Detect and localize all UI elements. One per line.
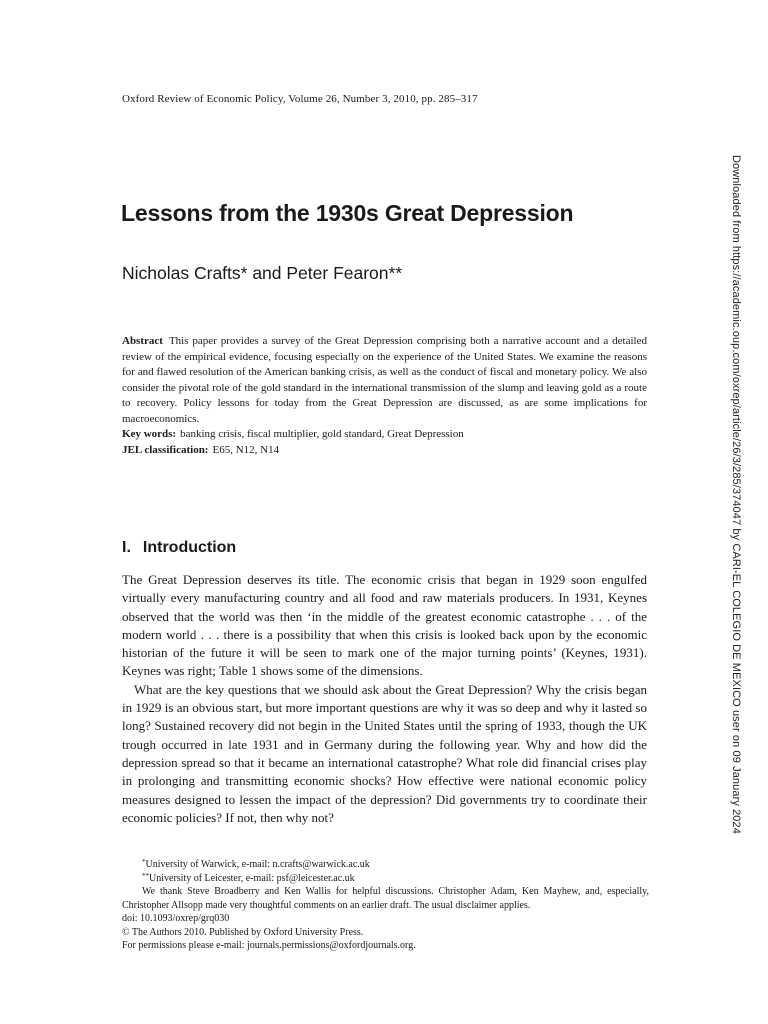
body-paragraph: The Great Depression deserves its title. The economic crisis that began in 1929 soon engulfed virtually every manufacturing country and all food and raw materials producers. In 1931, Keynes observed that the world was then ‘in the middle of the greatest economic catastrophe . . . of the modern world . . . there is a possibility that when this crisis is looked back upon by the economic historian of the future it will be seen to mark one of the major turning points’ (Keynes, 1931). Keynes was right; Table 1 shows some of the dimensions. xyxy=(122,572,647,679)
footnote-acknowledgements: We thank Steve Broadberry and Ken Wallis for helpful discussions. Christopher Adam, Ken Mayhew, and, especially, Christopher Allsopp made very thoughtful comments on an earlier draft. The usual disclaimer applies. xyxy=(122,886,649,911)
footnote-permissions: For permissions please e-mail: journals.permissions@oxfordjournals.org. xyxy=(122,940,416,951)
footnote-affiliation-2 xyxy=(122,872,649,886)
keywords-text: banking crisis, fiscal multiplier, gold standard, Great Depression xyxy=(180,428,464,440)
journal-citation: Oxford Review of Economic Policy, Volume 26, Number 3, 2010, pp. 285–317 xyxy=(122,93,478,105)
footnote-mark: ** xyxy=(142,871,149,880)
footnote-text: University of Leicester, e-mail: psf@leicester.ac.uk xyxy=(149,872,355,884)
body-paragraph: What are the key questions that we should ask about the Great Depression? Why the crisis began in 1929 is an obvious start, but more important questions are why it was so deep and why it lasted so long? Sustained recovery did not begin in the United States until the spring of 1933, though the UK trough occurred in late 1931 and in Germany during the following year. Why and how did the depression spread so that it became an international catastrophe? What role did financial crises play in prolonging and transmitting economic shocks? How effective were national economic policy measures designed to lessen the impact of the depression? Did governments try to coordinate their economic policies? If not, then why not? xyxy=(122,681,647,825)
jel-line xyxy=(122,443,647,459)
footnote-copyright: © The Authors 2010. Published by Oxford University Press. xyxy=(122,926,364,938)
jel-text: E65, N12, N14 xyxy=(212,443,280,456)
abstract-section xyxy=(122,334,647,458)
footnotes xyxy=(122,858,649,953)
footnote-affiliation-1 xyxy=(122,858,649,872)
footnote-doi: doi: 10.1093/oxrep/grq030 xyxy=(122,913,230,924)
keywords-label: Key words: xyxy=(122,428,177,440)
jel-label: JEL classification: xyxy=(122,443,209,456)
download-stamp: Downloaded from https://academic.oup.com/oxrep/article/26/3/285/374047 by CARI-EL COLEGIO DE MEXICO user on 09 January 2024 xyxy=(730,155,742,834)
article-authors: Nicholas Crafts* and Peter Fearon** xyxy=(122,263,403,283)
section-title: Introduction xyxy=(142,539,237,556)
section-body xyxy=(122,571,647,827)
footnote-text: University of Warwick, e-mail: n.crafts@warwick.ac.uk xyxy=(145,859,370,870)
keywords-line xyxy=(122,427,647,443)
footnote-mark: * xyxy=(142,858,146,866)
abstract-paragraph xyxy=(122,334,647,427)
section-heading xyxy=(122,539,236,557)
abstract-text: This paper provides a survey of the Great Depression comprising both a narrative account and a detailed review of the empirical evidence, focusing especially on the experience of the United States. We examine the reasons for and flawed resolution of the American banking crisis, as well as the conduct of fiscal and monetary policy. We also consider the pivotal role of the gold standard in the international transmission of the slump and leaving gold as a route to recovery. Policy lessons for today from the Great Depression are discussed, as are some implications for macroeconomics. xyxy=(122,335,647,425)
section-number: I. xyxy=(122,539,131,556)
article-title: Lessons from the 1930s Great Depression xyxy=(121,200,574,226)
abstract-label: Abstract xyxy=(122,335,163,347)
